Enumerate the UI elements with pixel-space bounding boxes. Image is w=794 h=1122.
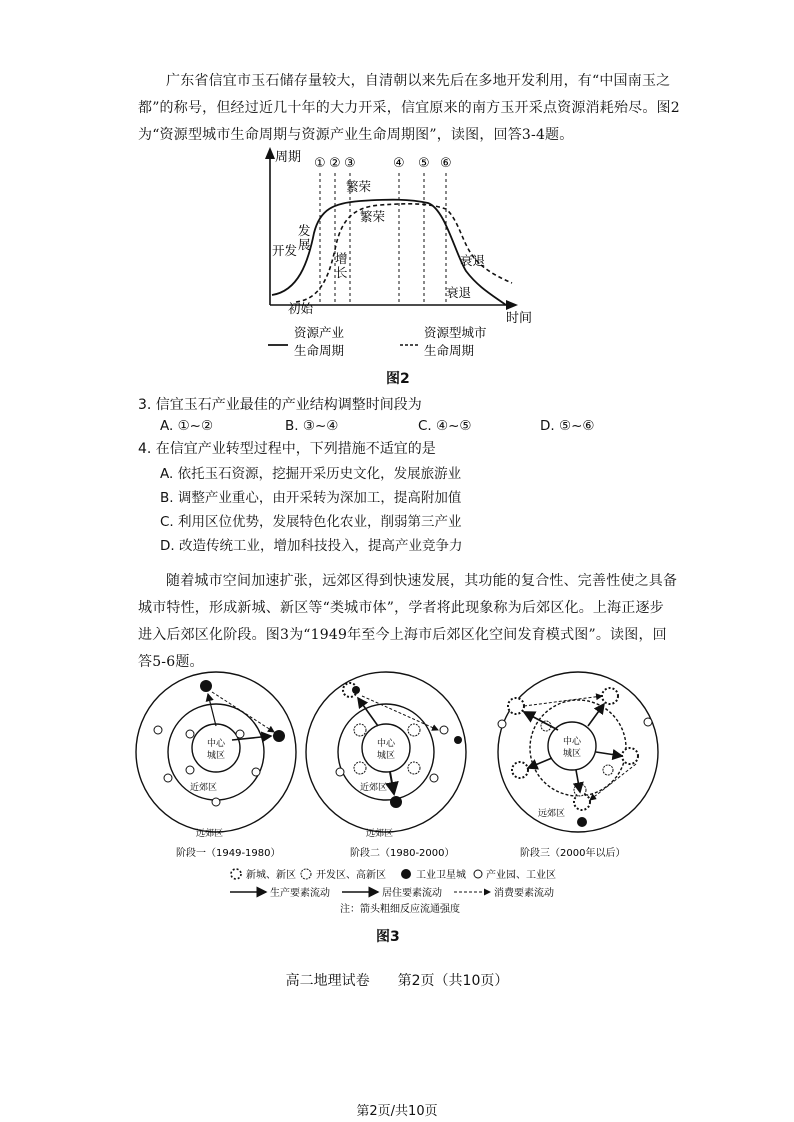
legend-industrial-park: 产业园、工业区 (486, 870, 556, 881)
new-district-icon (508, 698, 524, 714)
industrial-park-icon (186, 730, 194, 738)
stage-3-caption: 阶段三（2000年以后） (520, 848, 626, 859)
marker-3: ③ (344, 156, 356, 171)
industrial-park-icon (186, 766, 194, 774)
stage-2-diagram (306, 672, 466, 839)
intro2-line: 城市特性，形成新城、新区等“类城市体”，学者将此现象称为后郊区化。上海正逐步 (138, 600, 664, 616)
question-3-stem: 3. 信宜玉石产业最佳的产业结构调整时间段为 (138, 397, 422, 413)
intro1-line: 广东省信宜市玉石储存量较大，自清朝以来先后在多地开发利用，有“中国南玉之 (166, 73, 671, 89)
x-axis-arrow-icon (506, 300, 518, 310)
stage-solid-develop: 开发 (272, 243, 298, 258)
dev-zone-icon (354, 762, 366, 774)
stage-dashed-prosper: 繁荣 (360, 209, 386, 224)
question-4-stem: 4. 在信宜产业转型过程中，下列措施不适宜的是 (138, 441, 436, 457)
far-suburb-label: 远郊区 (196, 829, 224, 839)
new-district-icon (574, 794, 590, 810)
center-label-1: 中心 (206, 739, 226, 749)
industrial-park-icon (212, 798, 220, 806)
industrial-park-icon (154, 726, 162, 734)
q3-option-b[interactable]: B. ③~④ (285, 418, 339, 434)
legend-new-district-icon (231, 869, 241, 879)
intro2-line: 进入后郊区化阶段。图3为“1949年至今上海市后郊区化空间发育模式图”。读图，回 (138, 627, 667, 643)
near-suburb-label: 近郊区 (360, 783, 388, 793)
new-district-icon (512, 762, 528, 778)
stage-dashed-initial: 初始 (288, 301, 314, 316)
x-axis-label: 时间 (506, 311, 533, 326)
stage-solid-decline: 衰退 (460, 253, 486, 268)
new-district-icon (602, 688, 618, 704)
legend-residence-flow: 居住要素流动 (382, 888, 442, 899)
marker-6: ⑥ (440, 156, 452, 171)
near-suburb-label: 近郊区 (190, 783, 218, 793)
center-label-1: 中心 (562, 737, 582, 747)
exam-footer: 高二地理试卷 第2页（共10页） (285, 973, 509, 989)
figure-2-caption: 图2 (386, 371, 410, 387)
industrial-park-icon (164, 774, 172, 782)
industrial-park-icon (498, 720, 506, 728)
stage-solid-prosper: 繁荣 (346, 179, 372, 194)
industrial-park-icon (644, 718, 652, 726)
intro-paragraph-1 (138, 68, 680, 149)
industrial-park-icon (440, 726, 448, 734)
q4-option-d[interactable]: D. 改造传统工业，增加科技投入，提高产业竞争力 (160, 538, 463, 554)
legend-solid-text-2: 生命周期 (294, 343, 345, 358)
stage-dashed-grow-1: 增 (335, 251, 348, 266)
figure-3-suburbanization-diagram (128, 660, 673, 920)
industrial-park-icon (336, 768, 344, 776)
page-number: 第2页/共10页 (356, 1104, 438, 1119)
legend-solid-text-1: 资源产业 (294, 325, 345, 340)
stage-dashed-decline: 衰退 (446, 285, 472, 300)
legend-note: 注：箭头粗细反应流通强度 (340, 904, 460, 915)
legend-consumption-flow: 消费要素流动 (494, 888, 554, 899)
y-axis-arrow-icon (265, 147, 275, 159)
new-district-icon (622, 748, 638, 764)
center-label-1: 中心 (376, 739, 396, 749)
stage-2-caption: 阶段二（1980-2000） (350, 848, 455, 859)
legend-dev-zone: 开发区、高新区 (316, 870, 386, 881)
dev-zone-icon (354, 724, 366, 736)
legend-dashed-text-1: 资源型城市 (424, 325, 487, 340)
q3-option-d[interactable]: D. ⑤~⑥ (540, 418, 595, 434)
intro1-line: 都”的称号，但经过近几十年的大力开采，信宜原来的南方玉开采点资源消耗殆尽。图2 (138, 100, 680, 116)
satellite-city-icon (200, 680, 212, 692)
center-label-2: 城区 (562, 749, 582, 759)
q3-option-c[interactable]: C. ④~⑤ (418, 418, 472, 434)
satellite-city-icon (577, 817, 587, 827)
y-axis-label: 周期 (275, 150, 302, 165)
q4-option-b[interactable]: B. 调整产业重心，由开采转为深加工，提高附加值 (160, 490, 462, 506)
figure-2-life-cycle-chart (250, 145, 550, 380)
q3-option-a[interactable]: A. ①~② (160, 418, 214, 434)
stage-solid-grow-1: 发 (298, 223, 311, 238)
marker-1: ① (314, 156, 326, 171)
legend-satellite-city-icon (401, 869, 411, 879)
q4-option-a[interactable]: A. 依托玉石资源，挖掘开采历史文化，发展旅游业 (160, 466, 462, 482)
stage-1-caption: 阶段一（1949-1980） (176, 848, 281, 859)
satellite-city-icon (390, 796, 402, 808)
satellite-city-icon (273, 730, 285, 742)
legend-dev-zone-icon (301, 869, 311, 879)
legend-industrial-park-icon (474, 870, 482, 878)
intro2-line: 答5-6题。 (138, 654, 204, 670)
legend-satellite-city: 工业卫星城 (416, 870, 466, 881)
legend-dashed-text-2: 生命周期 (424, 343, 475, 358)
marker-5: ⑤ (418, 156, 430, 171)
intro1-line: 为“资源型城市生命周期与资源产业生命周期图”，读图，回答3-4题。 (138, 127, 574, 143)
center-label-2: 城区 (206, 751, 226, 761)
satellite-city-icon (352, 686, 360, 694)
intro2-line: 随着城市空间加速扩张，远郊区得到快速发展，其功能的复合性、完善性使之具备 (166, 573, 678, 589)
stage-3-diagram (498, 672, 658, 832)
far-suburb-label: 远郊区 (538, 809, 566, 819)
guide-lines (320, 173, 446, 305)
q4-option-c[interactable]: C. 利用区位优势，发展特色化农业，削弱第三产业 (160, 514, 462, 530)
industrial-park-icon (236, 730, 244, 738)
legend-new-district: 新城、新区 (246, 870, 296, 881)
figure-3-caption: 图3 (376, 929, 400, 945)
stage-1-diagram (136, 672, 296, 839)
satellite-city-icon (454, 736, 462, 744)
marker-4: ④ (393, 156, 405, 171)
industrial-park-icon (430, 774, 438, 782)
dev-zone-icon (603, 765, 613, 775)
marker-2: ② (329, 156, 341, 171)
industrial-park-icon (252, 768, 260, 776)
dev-zone-icon (408, 724, 420, 736)
stage-dashed-grow-2: 长 (335, 265, 348, 280)
legend-production-flow: 生产要素流动 (270, 888, 330, 899)
dev-zone-icon (408, 762, 420, 774)
stage-solid-grow-2: 展 (298, 237, 311, 252)
center-label-2: 城区 (376, 751, 396, 761)
far-suburb-label: 远郊区 (366, 829, 394, 839)
